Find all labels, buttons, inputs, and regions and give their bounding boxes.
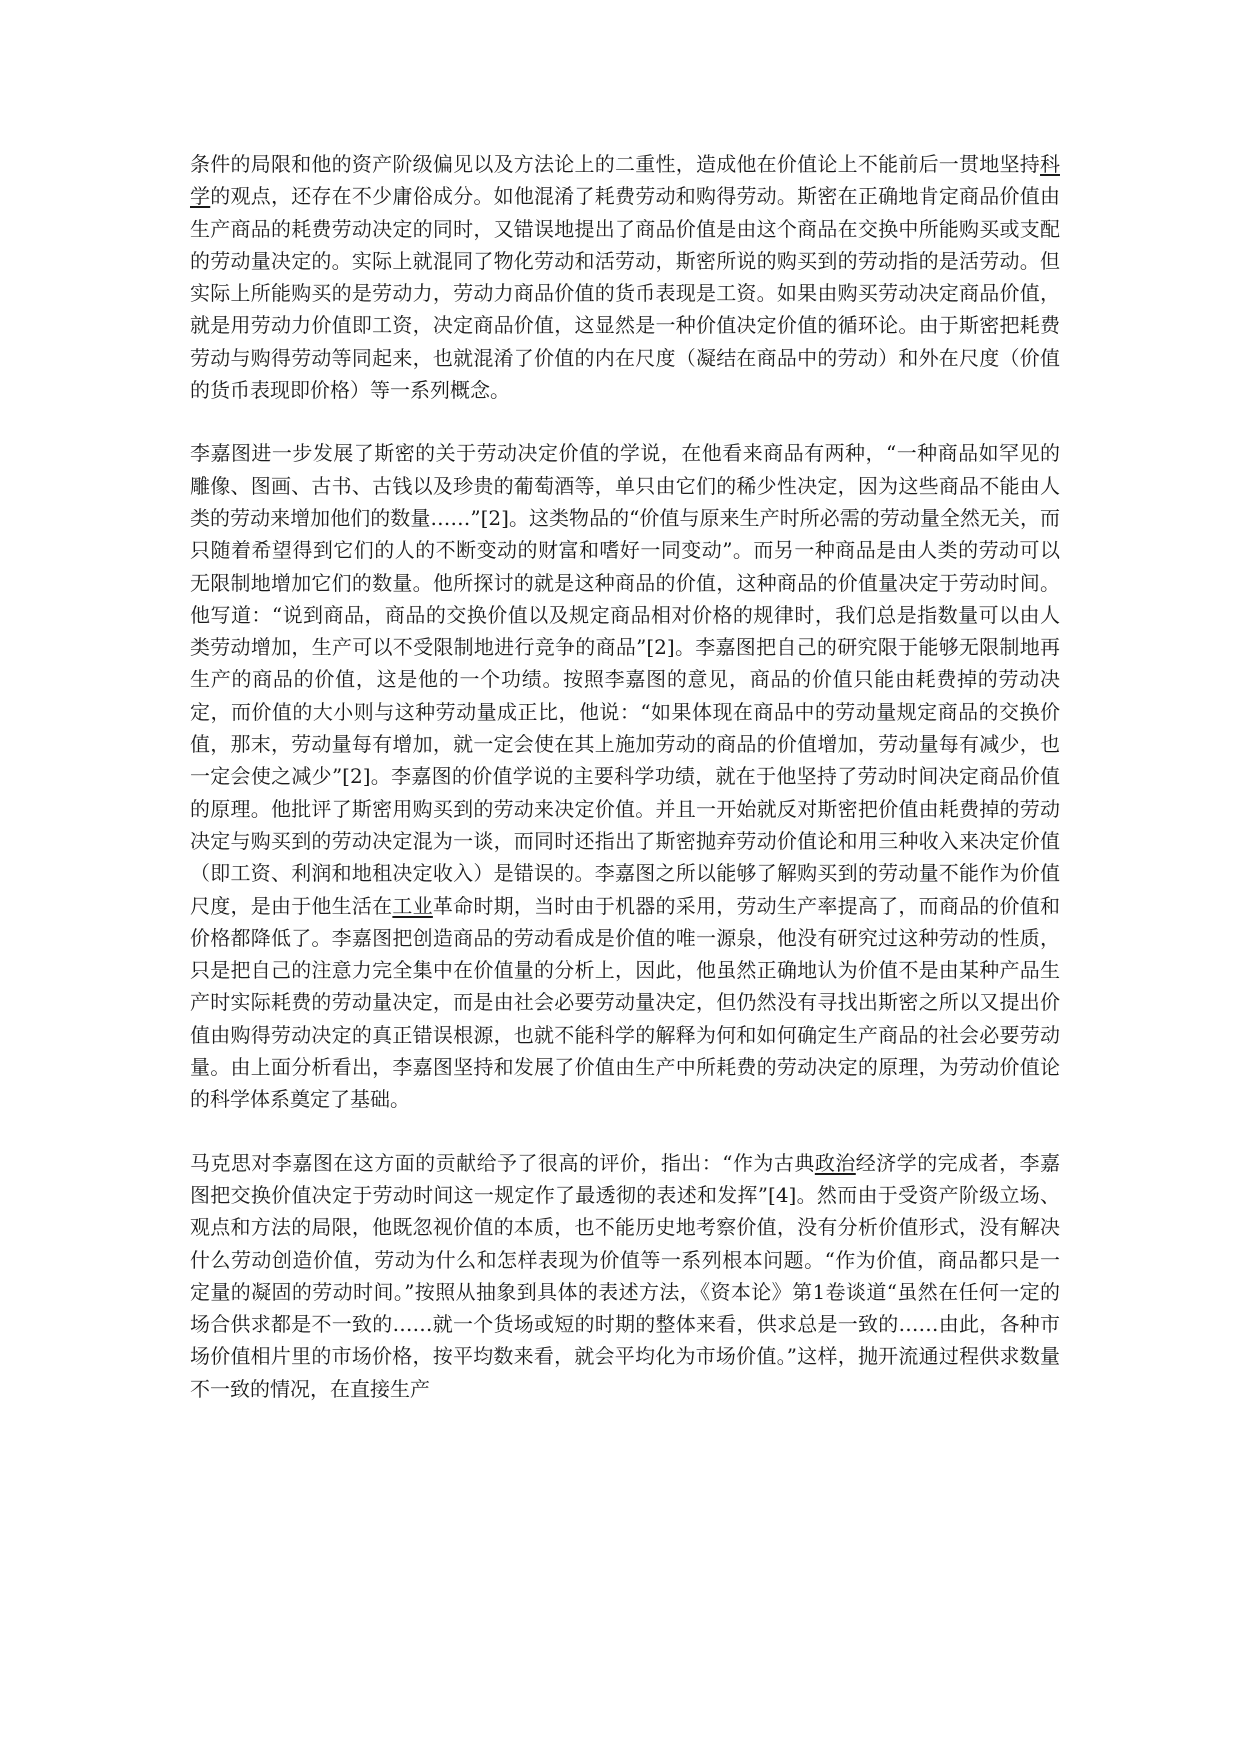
paragraph-text: 革命时期，当时由于机器的采用，劳动生产率提高了，而商品的价值和价格都降低了。李嘉图把创造商品的劳动看成是价值的唯一源泉，他没有研究过这种劳动的性质，只是把自己的注意力完全集中在价值量的分析上，因此，他虽然正确地认为价值不是由某种产品生产时实际耗费的劳动量决定，而是由社会必要劳动量决定，但仍然没有寻找出斯密之所以又提出价值由购得劳动决定的真正错误根源，也就不能科学的解释为何和如何确定生产商品的社会必要劳动量。由上面分析看出，李嘉图坚持和发展了价值由生产中所耗费的劳动决定的原理，为劳动价值论的科学体系奠定了基础。 — [190, 893, 1061, 1112]
paragraph-text: 的观点，还存在不少庸俗成分。如他混淆了耗费劳动和购得劳动。斯密在正确地肯定商品价值由生产商品的耗费劳动决定的同时，又错误地提出了商品价值是由这个商品在交换中所能购买或支配的劳动量决定的。实际上就混同了物化劳动和活劳动，斯密所说的购买到的劳动指的是活劳动。但实际上所能购买的是劳动力，劳动力商品价值的货币表现是工资。如果由购买劳动决定商品价值，就是用劳动力价值即工资，决定商品价值，这显然是一种价值决定价值的循环论。由于斯密把耗费劳动与购得劳动等同起来，也就混淆了价值的内在尺度（凝结在商品中的劳动）和外在尺度（价值的货币表现即价格）等一系列概念。 — [190, 184, 1061, 403]
paragraph-text: 经济学的完成者，李嘉图把交换价值决定于劳动时间这一规定作了最透彻的表述和发挥”[4]。然而由于受资产阶级立场、观点和方法的局限，他既忽视价值的本质，也不能历史地考察价值，没有分析价值形式，没有解决什么劳动创造价值，劳动为什么和怎样表现为价值等一系列根本问题。“作为价值，商品都只是一定量的凝固的劳动时间。”按照从抽象到具体的表述方法，《资本论》第1卷谈道“虽然在任何一定的场合供求都是不一致的……就一个货场或短的时期的整体来看，供求总是一致的……由此，各种市场价值相片里的市场价格，按平均数来看，就会平均化为市场价值。”这样，抛开流通过程供求数量不一致的情况，在直接生产 — [190, 1150, 1061, 1401]
paragraph-text: 马克思对李嘉图在这方面的贡献给予了很高的评价，指出：“作为古典 — [190, 1150, 815, 1175]
paragraph-smith-critique — [190, 148, 1060, 406]
paragraph-ricardo-theory — [190, 437, 1060, 1115]
link-industry[interactable]: 工业 — [392, 893, 433, 918]
paragraph-marx-evaluation — [190, 1147, 1060, 1405]
document-body — [190, 148, 1060, 1436]
paragraph-text: 条件的局限和他的资产阶级偏见以及方法论上的二重性，造成他在价值论上不能前后一贯地坚持 — [190, 152, 1040, 176]
link-politics[interactable]: 政治 — [814, 1150, 856, 1175]
link-science[interactable]: 科学 — [190, 152, 1060, 209]
paragraph-text: 李嘉图进一步发展了斯密的关于劳动决定价值的学说，在他看来商品有两种，“一种商品如罕见的雕像、图画、古书、古钱以及珍贵的葡萄酒等，单只由它们的稀少性决定，因为这些商品不能由人类的劳动来增加他们的数量……”[2]。这类物品的“价值与原来生产时所必需的劳动量全然无关，而只随着希望得到它们的人的不断变动的财富和嗜好一同变动”。而另一种商品是由人类的劳动可以无限制地增加它们的数量。他所探讨的就是这种商品的价值，这种商品的价值量决定于劳动时间。他写道：“说到商品，商品的交换价值以及规定商品相对价格的规律时，我们总是指数量可以由人类劳动增加，生产可以不受限制地进行竞争的商品”[2]。李嘉图把自己的研究限于能够无限制地再生产的商品的价值，这是他的一个功绩。按照李嘉图的意见，商品的价值只能由耗费掉的劳动决定，而价值的大小则与这种劳动量成正比，他说：“如果体现在商品中的劳动量规定商品的交换价值，那末，劳动量每有增加，就一定会使在其上施加劳动的商品的价值增加，劳动量每有减少，也一定会使之减少”[2]。李嘉图的价值学说的主要科学功绩，就在于他坚持了劳动时间决定商品价值的原理。他批评了斯密用购买到的劳动来决定价值。并且一开始就反对斯密把价值由耗费掉的劳动决定与购买到的劳动决定混为一谈，而同时还指出了斯密抛弃劳动价值论和用三种收入来决定价值（即工资、利润和地租决定收入）是错误的。李嘉图之所以能够了解购买到的劳动量不能作为价值尺度，是由于他生活在 — [190, 441, 1060, 918]
